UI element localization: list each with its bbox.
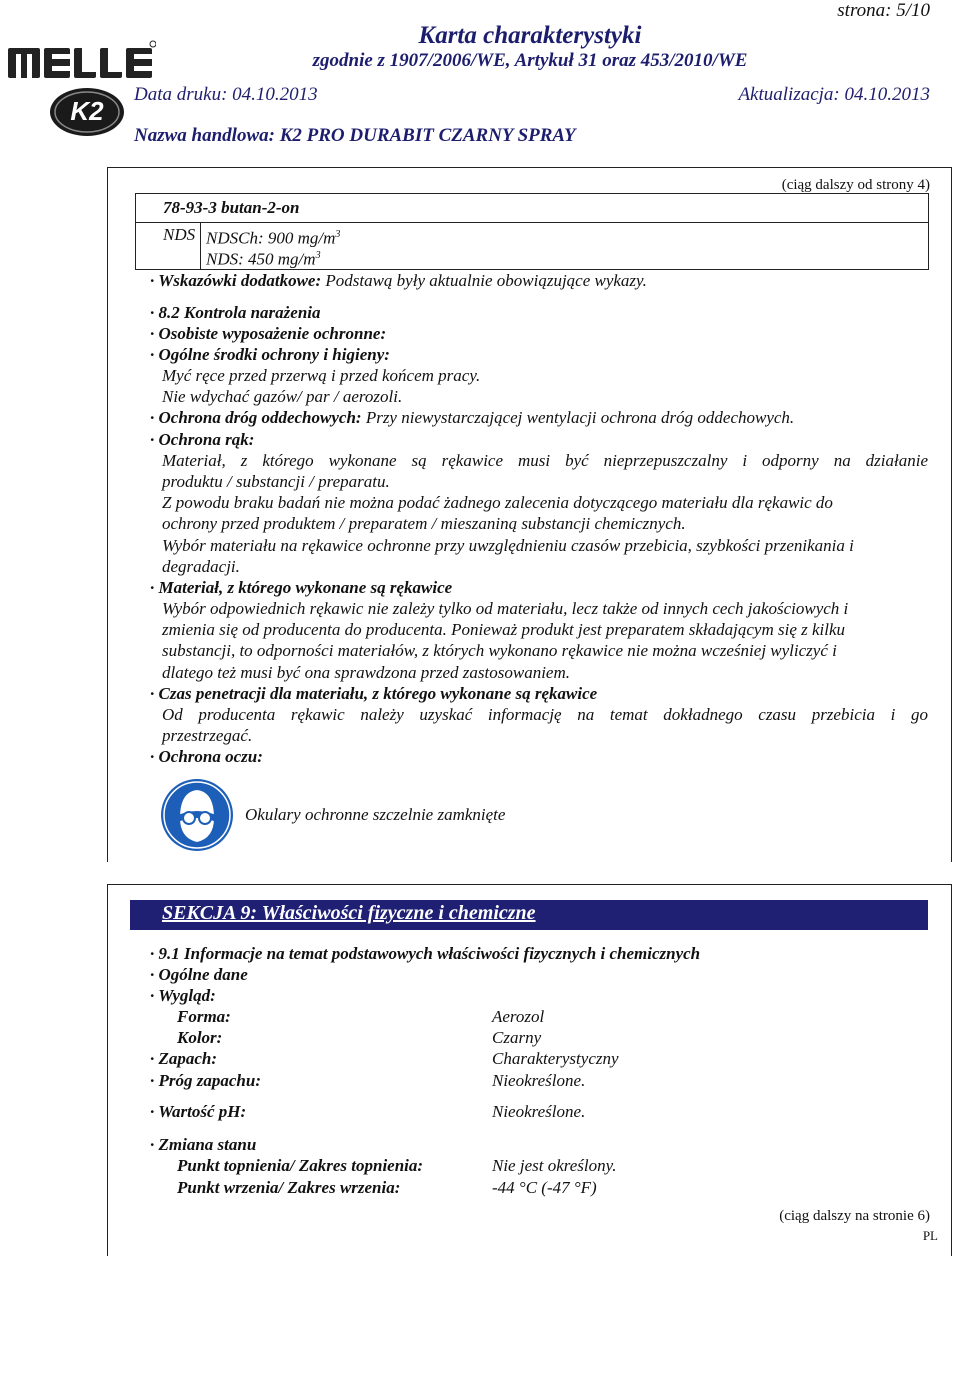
form-value: Aerozol (492, 1007, 545, 1026)
language-code: PL (922, 1228, 938, 1243)
document-title: Karta charakterystyki (418, 22, 642, 49)
trade-name: Nazwa handlowa: K2 PRO DURABIT CZARNY SPRAY (134, 125, 576, 146)
form-label: Forma: (177, 1007, 231, 1026)
general-data-heading: · Ogólne dane (150, 965, 248, 984)
hand-p1-line-2: produktu / substancji / preparatu. (162, 472, 390, 491)
respiratory-protection: · Ochrona dróg oddechowych: Przy niewystarczającej wentylacji ochrona dróg oddechowych. (150, 408, 795, 427)
hand-protection-heading: · Ochrona rąk: (150, 430, 255, 449)
odor-value: Charakterystyczny (492, 1049, 619, 1068)
general-hygiene-heading: · Ogólne środki ochrony i higieny: (150, 345, 390, 364)
odor-threshold-label: · Próg zapachu: (150, 1071, 261, 1090)
melting-point-label: Punkt topnienia/ Zakres topnienia: (177, 1156, 424, 1175)
hand-p2-line-2: ochrony przed produktem / preparatem / mieszaniną substancji chemicznych. (162, 514, 686, 533)
eye-protection-text: Okulary ochronne szczelnie zamknięte (245, 805, 506, 824)
penetration-heading: · Czas penetracji dla materiału, z którego wykonane są rękawice (150, 684, 598, 703)
k2-logo-text: K2 (70, 96, 104, 126)
substance-name: 78-93-3 butan-2-on (163, 198, 300, 217)
substance-divider (136, 222, 928, 223)
odor-threshold-value: Nieokreślone. (492, 1071, 586, 1090)
color-label: Kolor: (177, 1028, 223, 1047)
eye-protection-heading: · Ochrona oczu: (150, 747, 263, 766)
continued-to: (ciąg dalszy na stronie 6) (779, 1208, 930, 1224)
section-9-title: SEKCJA 9: Właściwości fizyczne i chemiczne (162, 902, 536, 924)
general-hygiene-line-1: Myć ręce przed przerwą i przed końcem pracy. (162, 366, 481, 385)
glove-material-line-2: zmienia się od producenta do producenta. Ponieważ produkt jest preparatem składającym się z kilku (162, 620, 846, 639)
substance-box (135, 193, 929, 270)
section-9-header (130, 900, 928, 930)
penetration-line-1: Od producenta rękawic należy uzyskać informację na temat dokładnego czasu przebicia i go (162, 705, 928, 724)
color-value: Czarny (492, 1028, 542, 1047)
boiling-point-value: -44 °C (-47 °F) (492, 1178, 597, 1197)
nds-label: NDS (163, 225, 196, 244)
ndsch-value: NDSCh: 900 $mg/m^3$ (206, 228, 341, 248)
page-number: strona: 5/10 (837, 0, 930, 21)
update-date: Aktualizacja: 04.10.2013 (738, 84, 930, 105)
glove-material-line-3: substancji, to odporności materiałów, z których wykonano rękawice nie można wcześniej wyliczyć i (162, 641, 837, 660)
nds-column-divider (200, 222, 201, 270)
k2-logo (48, 86, 126, 138)
hand-p1-line-1: Materiał, z którego wykonane są rękawice musi być nieprzepuszczalny i odporny na działanie (162, 451, 928, 470)
glove-material-heading: · Materiał, z którego wykonane są rękawice (150, 578, 453, 597)
nds-value: NDS: 450 $mg/m^3$ (206, 249, 321, 269)
hand-p3-line-2: degradacji. (162, 557, 240, 576)
basic-properties-heading: · 9.1 Informacje na temat podstawowych właściwości fizycznych i chemicznych (150, 944, 701, 963)
glove-material-line-1: Wybór odpowiednich rękawic nie zależy tylko od materiału, lecz także od innych cech jakościowych i (162, 599, 849, 618)
state-change-heading: · Zmiana stanu (150, 1135, 257, 1154)
ppe-heading: · Osobiste wyposażenie ochronne: (150, 324, 387, 343)
hand-p2-line-1: Z powodu braku badań nie można podać żadnego zalecenia dotyczącego materiału dla rękawic do (162, 493, 833, 512)
continued-from: (ciąg dalszy od strony 4) (781, 177, 930, 193)
ph-value: Nieokreślone. (492, 1102, 586, 1121)
print-date: Data druku: 04.10.2013 (134, 84, 318, 105)
penetration-line-2: przestrzegać. (162, 726, 253, 745)
document-subtitle: zgodnie z 1907/2006/WE, Artykuł 31 oraz 453/2010/WE (312, 50, 748, 71)
glove-material-line-4: dlatego też musi być ona sprawdzona przed zastosowaniem. (162, 663, 570, 682)
exposure-control-heading: · 8.2 Kontrola narażenia (150, 303, 321, 322)
odor-label: · Zapach: (150, 1049, 218, 1068)
general-hygiene-line-2: Nie wdychać gazów/ par / aerozoli. (162, 387, 403, 406)
hand-p3-line-1: Wybór materiału na rękawice ochronne przy uwzględnieniu czasów przebicia, szybkości przenikania i (162, 536, 854, 555)
eye-protection-icon (160, 778, 234, 852)
additional-info: · Wskazówki dodatkowe: Podstawą były aktualnie obowiązujące wykazy. (150, 271, 647, 290)
boiling-point-label: Punkt wrzenia/ Zakres wrzenia: (177, 1178, 401, 1197)
melting-point-value: Nie jest określony. (492, 1156, 617, 1175)
ph-label: · Wartość pH: (150, 1102, 247, 1121)
appearance-heading: · Wygląd: (150, 986, 216, 1005)
